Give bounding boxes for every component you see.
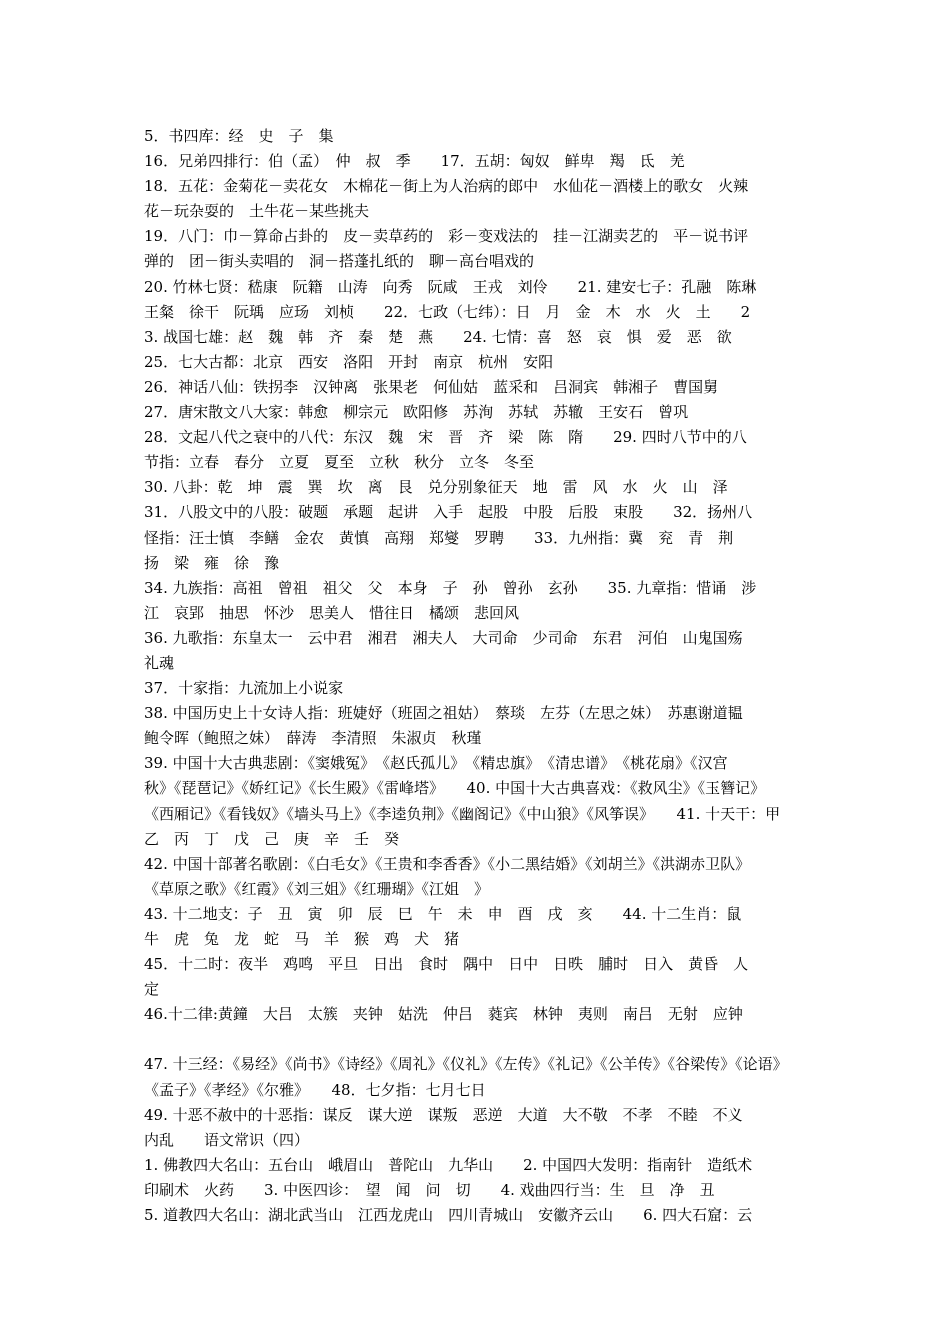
text-line: 秋》《琵琶记》《娇红记》《长生殿》《雷峰塔》 40. 中国十大古典喜戏：《救风尘》《玉簪记》: [144, 779, 766, 798]
text-line: 节指：立春 春分 立夏 夏至 立秋 秋分 立冬 冬至: [144, 453, 535, 472]
text-line: 16．兄弟四排行：伯（孟） 仲 叔 季 17．五胡：匈奴 鲜卑 羯 氐 羌: [144, 152, 685, 171]
text-line: 19．八门：巾－算命占卦的 皮－卖草药的 彩－变戏法的 挂－江湖卖艺的 平－说书评: [144, 227, 749, 246]
text-line: 25．七大古都：北京 西安 洛阳 开封 南京 杭州 安阳: [144, 352, 554, 371]
text-line: 36. 九歌指：东皇太一 云中君 湘君 湘夫人 大司命 少司命 东君 河伯 山鬼国殇: [144, 628, 743, 647]
text-line: 34. 九族指：高祖 曾祖 祖父 父 本身 子 孙 曾孙 玄孙 35. 九章指：惜诵 涉: [144, 578, 757, 597]
text-line: 45．十二时：夜半 鸡鸣 平旦 日出 食时 隅中 日中 日昳 脯时 日入 黄昏 人: [144, 955, 749, 974]
text-line: 46.十二律:黄鐘 大吕 太簇 夹钟 姑洗 仲吕 蕤宾 林钟 夷则 南吕 无射 应钟: [144, 1005, 743, 1024]
text-line: 28．文起八代之衰中的八代：东汉 魏 宋 晋 齐 梁 陈 隋 29. 四时八节中的八: [144, 428, 747, 447]
text-line: 31．八股文中的八股：破题 承题 起讲 入手 起股 中股 后股 束股 32．扬州八: [144, 503, 753, 522]
text-line: 乙 丙 丁 戊 己 庚 辛 壬 癸: [144, 829, 400, 848]
text-line: 26．神话八仙：铁拐李 汉钟离 张果老 何仙姑 蓝采和 吕洞宾 韩湘子 曹国舅: [144, 377, 719, 396]
text-line: 定: [144, 980, 160, 999]
text-line: 49. 十恶不赦中的十恶指：谋反 谋大逆 谋叛 恶逆 大道 大不敬 不孝 不睦 不义: [144, 1105, 743, 1124]
text-line: 3. 战国七雄：赵 魏 韩 齐 秦 楚 燕 24. 七情：喜 怒 哀 惧 爱 恶 欲: [144, 327, 732, 346]
text-line: 20. 竹林七贤：嵇康 阮籍 山涛 向秀 阮咸 王戎 刘伶 21. 建安七子：孔融 陈琳: [144, 277, 757, 296]
text-line: 扬 梁 雍 徐 豫: [144, 553, 280, 572]
text-line: 30. 八卦：乾 坤 震 巽 坎 离 艮 兑分别象征天 地 雷 风 水 火 山 泽: [144, 478, 728, 497]
text-line: 27．唐宋散文八大家：韩愈 柳宗元 欧阳修 苏洵 苏轼 苏辙 王安石 曾巩: [144, 403, 689, 422]
text-line: 38. 中国历史上十女诗人指：班婕妤（班固之祖姑） 蔡琰 左芬（左思之妹） 苏惠谢道韫: [144, 704, 743, 723]
text-line: 5. 道教四大名山：湖北武当山 江西龙虎山 四川青城山 安徽齐云山 6. 四大石窟：云: [144, 1206, 753, 1225]
text-line: 43. 十二地支：子 丑 寅 卯 辰 巳 午 未 申 酉 戌 亥 44. 十二生肖：鼠: [144, 904, 742, 923]
text-line: 《草原之歌》《红霞》《刘三姐》《红珊瑚》《江姐 》: [144, 879, 490, 898]
text-line: 37．十家指：九流加上小说家: [144, 679, 344, 698]
text-line: 牛 虎 兔 龙 蛇 马 羊 猴 鸡 犬 猪: [144, 930, 460, 948]
text-line: 42. 中国十部著名歌剧：《白毛女》《王贵和李香香》《小二黑结婚》《刘胡兰》《洪湖赤卫队》: [144, 854, 751, 873]
text-line: 江 哀郢 抽思 怀沙 思美人 惜往日 橘颂 悲回风: [144, 603, 520, 622]
text-line: 印刷术 火药 3. 中医四诊： 望 闻 问 切 4. 戏曲四行当：生 旦 净 丑: [144, 1180, 715, 1199]
text-line: 礼魂: [144, 653, 175, 672]
text-line: 怪指：汪士慎 李鳝 金农 黄慎 高翔 郑燮 罗聘 33．九州指：冀 兖 青 荆: [144, 528, 734, 547]
text-line: 39. 中国十大古典悲剧：《窦娥冤》 《赵氏孤儿》 《精忠旗》 《清忠谱》 《桃花扇》《汉宫: [144, 754, 728, 773]
text-line: 5．书四库：经 史 子 集: [144, 127, 334, 145]
text-line: 内乱 语文常识（四）: [144, 1130, 310, 1149]
text-line: 《西厢记》《看钱奴》《墙头马上》《李逵负荆》《幽阁记》《中山狼》《风筝误》 41. 十天干：甲: [144, 804, 781, 823]
text-line: 王粲 徐干 阮瑀 应玚 刘桢 22．七政（七纬）：日 月 金 木 水 火 土 2: [144, 302, 751, 321]
document-body: [144, 124, 814, 1228]
text-line: 鲍令晖（鲍照之妹） 薛涛 李清照 朱淑贞 秋瑾: [144, 729, 482, 748]
text-line: 1. 佛教四大名山：五台山 峨眉山 普陀山 九华山 2. 中国四大发明：指南针 造纸术: [144, 1155, 753, 1174]
text-line: 《孟子》《孝经》《尔雅》 48．七夕指：七月七日: [144, 1080, 486, 1099]
text-line: 弹的 团－街头卖唱的 洞－搭蓬扎纸的 聊－高台唱戏的: [144, 252, 535, 271]
text-line: 花－玩杂耍的 土牛花－某些挑夫: [144, 202, 370, 221]
text-line: 18．五花：金菊花－卖花女 木棉花－街上为人治病的郎中 水仙花－酒楼上的歌女 火辣: [144, 177, 749, 196]
text-line: [144, 1027, 814, 1052]
text-line: 47. 十三经：《易经》《尚书》《诗经》《周礼》《仪礼》《左传》《礼记》《公羊传》《谷梁传》《论语》: [144, 1055, 788, 1074]
